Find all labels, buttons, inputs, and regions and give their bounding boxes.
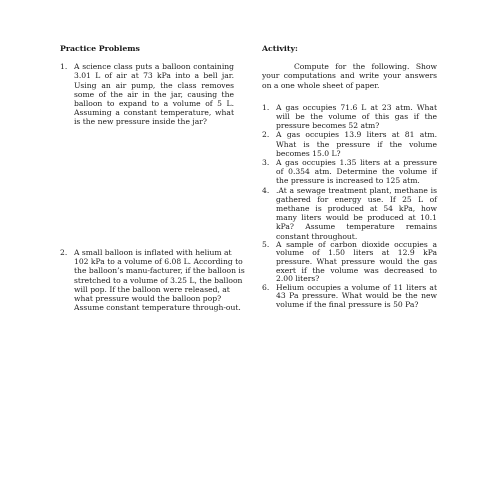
activity-instructions: Compute for the following. Show your computations and write your answers on a one whole sheet of paper.	[262, 62, 437, 90]
item-text: A gas occupies 71.6 L at 23 atm. What will be the volume of this gas if the pressure becomes 52 atm?	[276, 102, 437, 131]
activity-section	[262, 44, 437, 310]
practice-problem-2	[60, 248, 248, 312]
item-text: A gas occupies 1.35 liters at a pressure of 0.354 atm. Determine the volume if the pressure is increased to 125 atm.	[276, 158, 437, 186]
item-number: 5.	[262, 239, 270, 249]
activity-item-3	[262, 158, 437, 186]
activity-heading: Activity:	[262, 44, 298, 53]
item-number: 2.	[262, 130, 270, 140]
item-number: 3.	[262, 158, 270, 168]
item-text: A gas occupies 13.9 liters at 81 atm. What is the pressure if the volume becomes 15.0 L?	[276, 130, 437, 158]
item-text: .At a sewage treatment plant, methane is gathered for energy use. If 25 L of methane is produced at 54 kPa, how many liters would be produced at 10.1 kPa? Assume temperature remains constant throughout.	[276, 185, 437, 241]
problem-text: A small balloon is inflated with helium at 102 kPa to a volume of 6.08 L. According to the balloon’s manu-facturer, if the balloon is stretched to a volume of 3.25 L, the balloon will pop. If the balloon were released, at what pressure would the balloon pop? Assume constant temperature through-out.	[74, 248, 245, 313]
item-number: 4.	[262, 185, 270, 195]
activity-item-5	[262, 241, 437, 284]
item-number: 6.	[262, 282, 270, 292]
item-number: 1.	[262, 102, 270, 112]
problem-number: 1.	[60, 62, 68, 72]
problem-number: 2.	[60, 248, 68, 257]
problem-text: A science class puts a balloon containing 3.01 L of air at 73 kPa into a bell jar. Using an air pump, the class removes some of the air in the jar, causing the balloon to expand to a volume of 5 L. Assuming a constant temperature, what is the new pressure inside the jar?	[74, 62, 234, 127]
practice-problems-section	[60, 44, 245, 313]
activity-item-2	[262, 130, 437, 158]
item-text: A sample of carbon dioxide occupies a volume of 1.50 liters at 12.9 kPa pressure. What pressure would the gas exert if the volume was decreased to 2.00 liters?	[276, 239, 437, 284]
item-text: Helium occupies a volume of 11 liters at 43 Pa pressure. What would be the new volume if the final pressure is 50 Pa?	[276, 282, 437, 310]
practice-problem-1	[60, 62, 234, 126]
practice-problems-heading: Practice Problems	[60, 44, 140, 53]
activity-item-6	[262, 284, 437, 310]
activity-list	[262, 103, 437, 310]
activity-item-1	[262, 103, 437, 131]
activity-item-4	[262, 186, 437, 241]
